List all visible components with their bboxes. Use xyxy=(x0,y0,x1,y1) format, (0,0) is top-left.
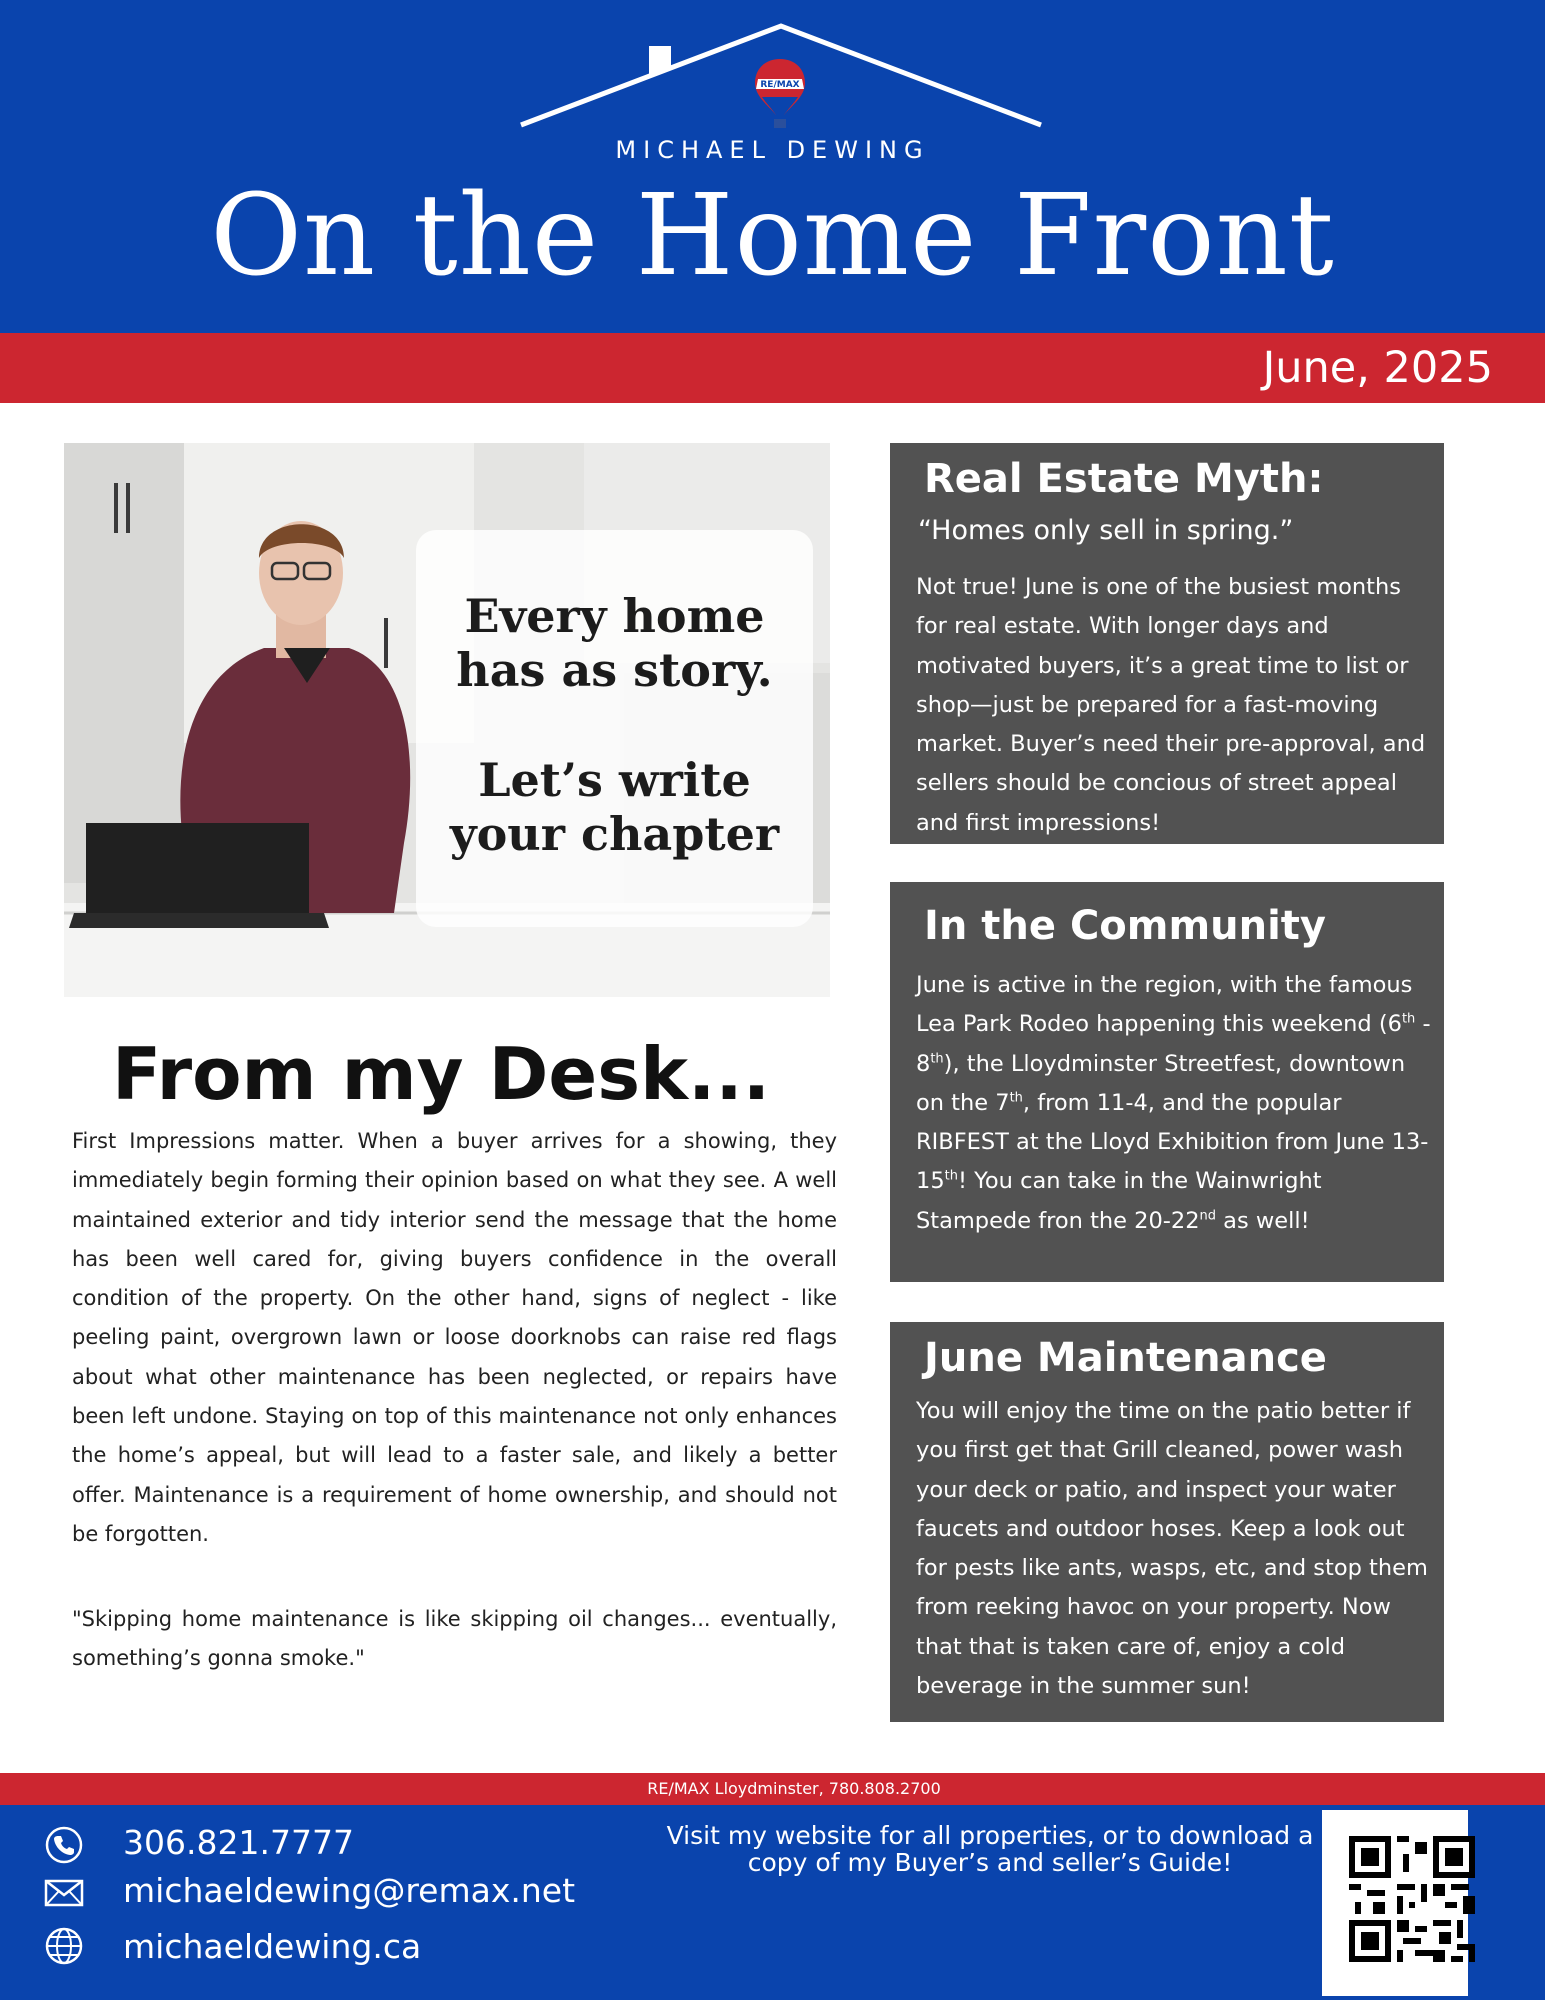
remax-logo-text: RE/MAX xyxy=(760,80,800,90)
email-icon xyxy=(44,1873,84,1913)
tagline-line: has as story. xyxy=(456,643,773,697)
qr-code-icon xyxy=(1349,1836,1475,1962)
myth-text: Not true! June is one of the busiest months for real estate. With longer days and motivated buyers, it’s a great time to list or shop—just be prepared for a fast-moving market. Buyer’s need their pre-approval, and sellers should be concious of street appeal and first impressions! xyxy=(916,574,1426,836)
masthead-banner xyxy=(0,0,1545,333)
community-card xyxy=(890,882,1444,1282)
qr-code[interactable] xyxy=(1322,1810,1468,1996)
community-text: June is active in the region, with the famous Lea Park Rodeo happening this weekend (6th - 8th), the Lloydminster Streetfest, downtown on the 7th, from 11-4, and the popular RIBFEST at the Lloyd Exhibition from June 13- 15th! You can take in the Wainwright Stampede fron the 20-22nd as well! xyxy=(916,972,1431,1234)
desk-quote: "Skipping home maintenance is like skipping oil changes... eventually, something’s gonna smoke." xyxy=(72,1607,837,1671)
maintenance-card xyxy=(890,1322,1444,1722)
tagline-line: Every home xyxy=(464,589,765,643)
myth-heading: Real Estate Myth: xyxy=(924,456,1324,502)
phone-number[interactable]: 306.821.7777 xyxy=(123,1823,354,1862)
website-link[interactable]: michaeldewing.ca xyxy=(123,1927,422,1966)
myth-card xyxy=(890,443,1444,844)
agent-name: MICHAEL DEWING xyxy=(615,136,930,164)
newsletter-title: On the Home Front xyxy=(210,171,1335,301)
tagline-card xyxy=(416,530,813,927)
tagline-line: Let’s write xyxy=(478,753,751,807)
tagline-line: your chapter xyxy=(449,807,780,861)
issue-date: June, 2025 xyxy=(1262,343,1493,393)
maintenance-text: You will enjoy the time on the patio better if you first get that Grill cleaned, power wash your deck or patio, and inspect your water faucets and outdoor hoses. Keep a look out for pests like ants, wasps, etc, and stop them from reeking havoc on your property. Now that that is taken care of, enjoy a cold beverage in the summer sun! xyxy=(916,1398,1428,1700)
phone-icon xyxy=(44,1825,84,1865)
globe-icon xyxy=(44,1926,84,1966)
remax-balloon-icon xyxy=(752,57,808,131)
email-link[interactable]: michaeldewing@remax.net xyxy=(123,1871,576,1910)
myth-quote: “Homes only sell in spring.” xyxy=(918,515,1294,546)
agent-photo xyxy=(64,443,830,997)
desk-article-text: First Impressions matter. When a buyer arrives for a showing, they immediately begin forming their opinion based on what they see. A well maintained exterior and tidy interior send the message that the home has been well cared for, giving buyers confidence in the overall condition of the property. On the other hand, signs of neglect - like peeling paint, overgrown lawn or loose doorknobs can raise red flags about what other maintenance has been neglected, or repairs have been left undone. Staying on top of this maintenance not only enhances the home’s appeal, but will lead to a faster sale, and likely a better offer. Maintenance is a requirement of home ownership, and should not be forgotten. xyxy=(72,1129,837,1546)
office-contact: RE/MAX Lloydminster, 780.808.2700 xyxy=(647,1779,941,1798)
maintenance-heading: June Maintenance xyxy=(924,1335,1327,1381)
community-heading: In the Community xyxy=(924,903,1326,949)
desk-heading: From my Desk... xyxy=(112,1032,771,1116)
website-callout: Visit my website for all properties, or to download a copy of my Buyer’s and seller’s Guide! xyxy=(666,1821,1314,1877)
